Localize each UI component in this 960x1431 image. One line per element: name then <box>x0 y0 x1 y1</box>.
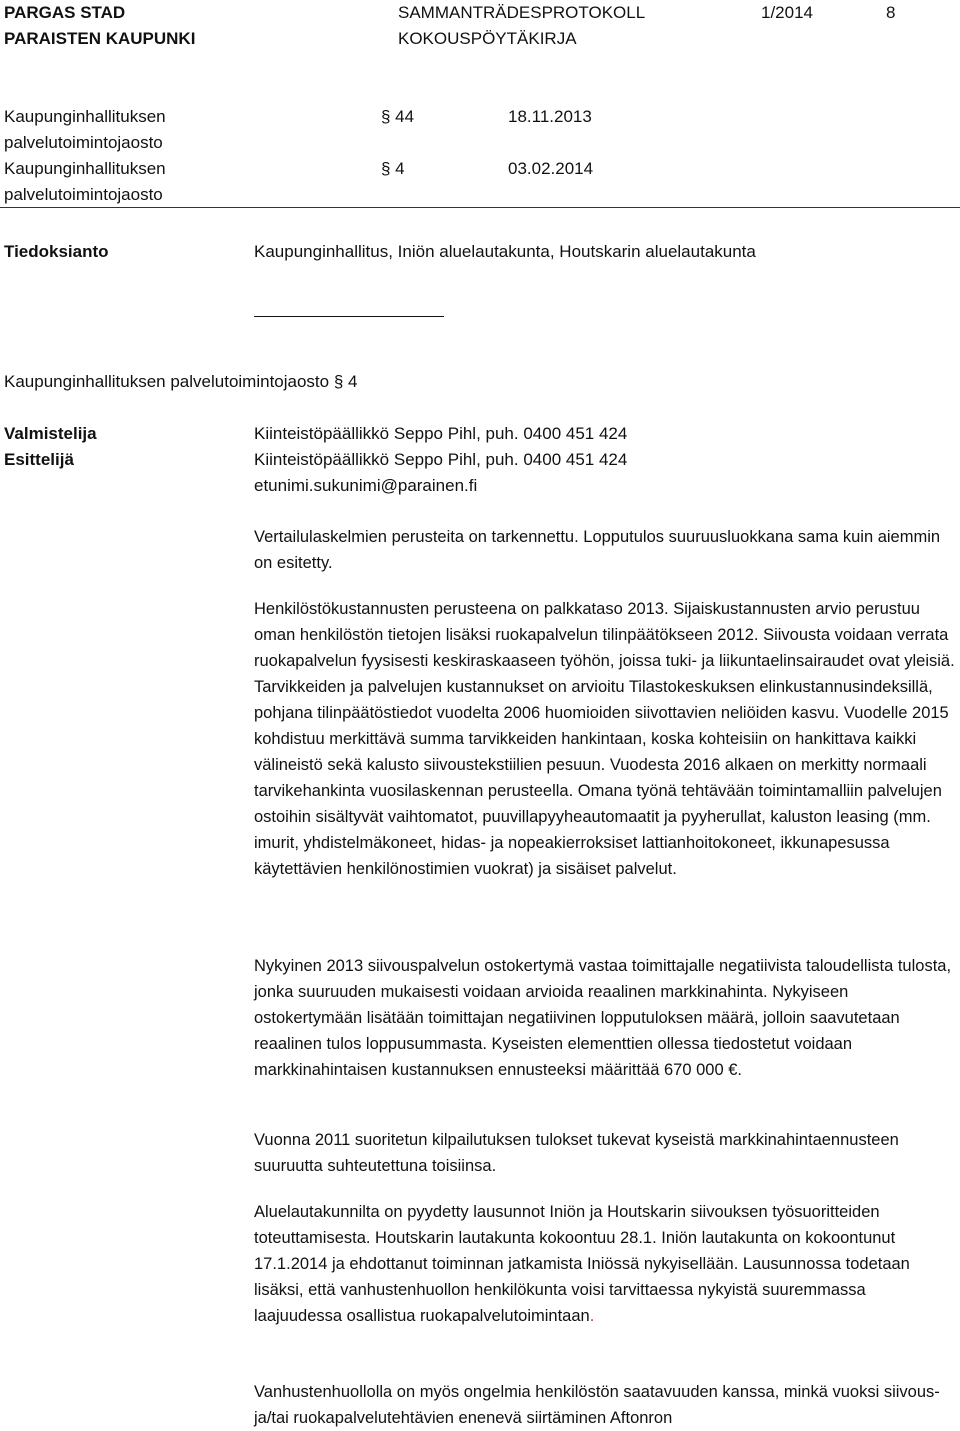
paragraph-1-text: Vertailulaskelmien perusteita on tarkennettu. Lopputulos suuruusluokkana sama kuin aiemmin on esitetty. <box>254 528 941 572</box>
protocol-number: 1/2014 <box>761 3 813 22</box>
org-name-swedish: PARGAS STAD <box>4 3 126 22</box>
meeting-2-date: 03.02.2014 <box>508 159 594 178</box>
header-divider <box>0 207 960 208</box>
meeting-1-body-line2: palvelutoimintojaosto <box>4 133 163 152</box>
paragraph-6 <box>254 1379 958 1431</box>
paragraph-5-end: . <box>589 1307 595 1325</box>
separator-line <box>254 316 444 317</box>
org-name-finnish: PARAISTEN KAUPUNKI <box>4 29 196 48</box>
doc-type-swedish: SAMMANTRÄDESPROTOKOLL <box>398 3 646 22</box>
tiedoksianto-label: Tiedoksianto <box>4 242 109 261</box>
esittelija-label: Esittelijä <box>4 450 74 469</box>
paragraph-4-text: Vuonna 2011 suoritetun kilpailutuksen tulokset tukevat kyseistä markkinahintaennusteen suuruutta suhteutettuna toisiinsa. <box>254 1131 899 1175</box>
valmistelija-label: Valmistelija <box>4 424 97 443</box>
paragraph-1 <box>254 524 958 576</box>
meeting-2-body-line1: Kaupunginhallituksen <box>4 159 166 178</box>
meeting-1-body-line1: Kaupunginhallituksen <box>4 107 166 126</box>
paragraph-6-text: Vanhustenhuollolla on myös ongelmia henkilöstön saatavuuden kanssa, minkä vuoksi siivous- ja/tai ruokapalvelutehtävien enenevä siirtäminen Aftonron <box>254 1383 940 1427</box>
paragraph-3-text: Nykyinen 2013 siivouspalvelun ostokertymä vastaa toimittajalle negatiivista taloudellista tulosta, jonka suuruuden mukaisesti voidaan arvioida reaalinen markkinahinta. Nykyiseen ostokertymään lisätään toimittajan negatiivinen lopputuloksen määrä, jolloin saavutetaan reaalinen tulos loppusummasta. Kyseisten elementtien ollessa tiedostetut voidaan markkinahintaisen kustannuksen ennusteeksi määrittää 670 000 €. <box>254 957 952 1079</box>
meeting-2-section: § 4 <box>381 159 405 178</box>
paragraph-4 <box>254 1127 958 1179</box>
esittelija-value: Kiinteistöpäällikkö Seppo Pihl, puh. 0400 451 424 <box>254 450 628 469</box>
paragraph-5-main: Aluelautakunnilta on pyydetty lausunnot Iniön ja Houtskarin siivouksen työsuoritteiden toteuttamisesta. Houtskarin lautakunta kokoontuu 28.1. Iniön lautakunta on kokoontunut 17.1.2014 ja ehdottanut toiminnan jatkamista Iniössä nykyisellään. Lausunnossa todetaan lisäksi, että vanhustenhuollon henkilökunta voisi tarvittaessa nykyistä suuremmassa laajuudessa osallistua ruokapalvelutoimintaan <box>254 1203 910 1325</box>
tiedoksianto-value: Kaupunginhallitus, Iniön aluelautakunta, Houtskarin aluelautakunta <box>254 242 756 261</box>
paragraph-2 <box>254 596 958 882</box>
meeting-2-body-line2: palvelutoimintojaosto <box>4 185 163 204</box>
meeting-1-date: 18.11.2013 <box>508 107 592 126</box>
valmistelija-value: Kiinteistöpäällikkö Seppo Pihl, puh. 0400 451 424 <box>254 424 628 443</box>
doc-type-finnish: KOKOUSPÖYTÄKIRJA <box>398 29 577 48</box>
paragraph-3 <box>254 953 958 1083</box>
page-number: 8 <box>886 3 896 22</box>
paragraph-5 <box>254 1199 958 1329</box>
meeting-1-section: § 44 <box>381 107 415 126</box>
paragraph-5-text <box>254 1199 958 1329</box>
esittelija-email: etunimi.sukunimi@parainen.fi <box>254 476 478 495</box>
paragraph-2-text: Henkilöstökustannusten perusteena on palkkataso 2013. Sijaiskustannusten arvio perustuu oman henkilöstön tietojen lisäksi ruokapalvelun tilinpäätökseen 2012. Siivousta voidaan verrata ruokapalvelun fyysisesti keskiraskaaseen työhön, joissa tuki- ja liikuntaelinsairaudet ovat yleisiä. Tarvikkeiden ja palvelujen kustannukset on arvioitu Tilastokeskuksen elinkustannusindeksillä, pohjana tilinpäätöstiedot vuodelta 2006 huomioiden siivottavien neliöiden kasvu. Vuodelle 2015 kohdistuu merkittävä summa tarvikkeiden hankintaan, koska kohteisiin on hankittava kaikki välineistö sekä kalusto siivoustekstiilien pesuun. Vuodesta 2016 alkaen on merkitty normaali tarvikehankinta vuosilaskennan perusteella. Omana työnä tehtävään toimintamalliin palvelujen ostoihin sisältyvät vaihtomatot, puuvillapyyheautomaatit ja pyyherullat, kaluston leasing (mm. imurit, yhdistelmäkoneet, hidas- ja nopeakierroksiset lattianhoitokoneet, ikkunapesussa käytettävien henkilönostimien vuokrat) ja sisäiset palvelut. <box>254 600 955 878</box>
section-title: Kaupunginhallituksen palvelutoimintojaosto § 4 <box>4 372 358 391</box>
